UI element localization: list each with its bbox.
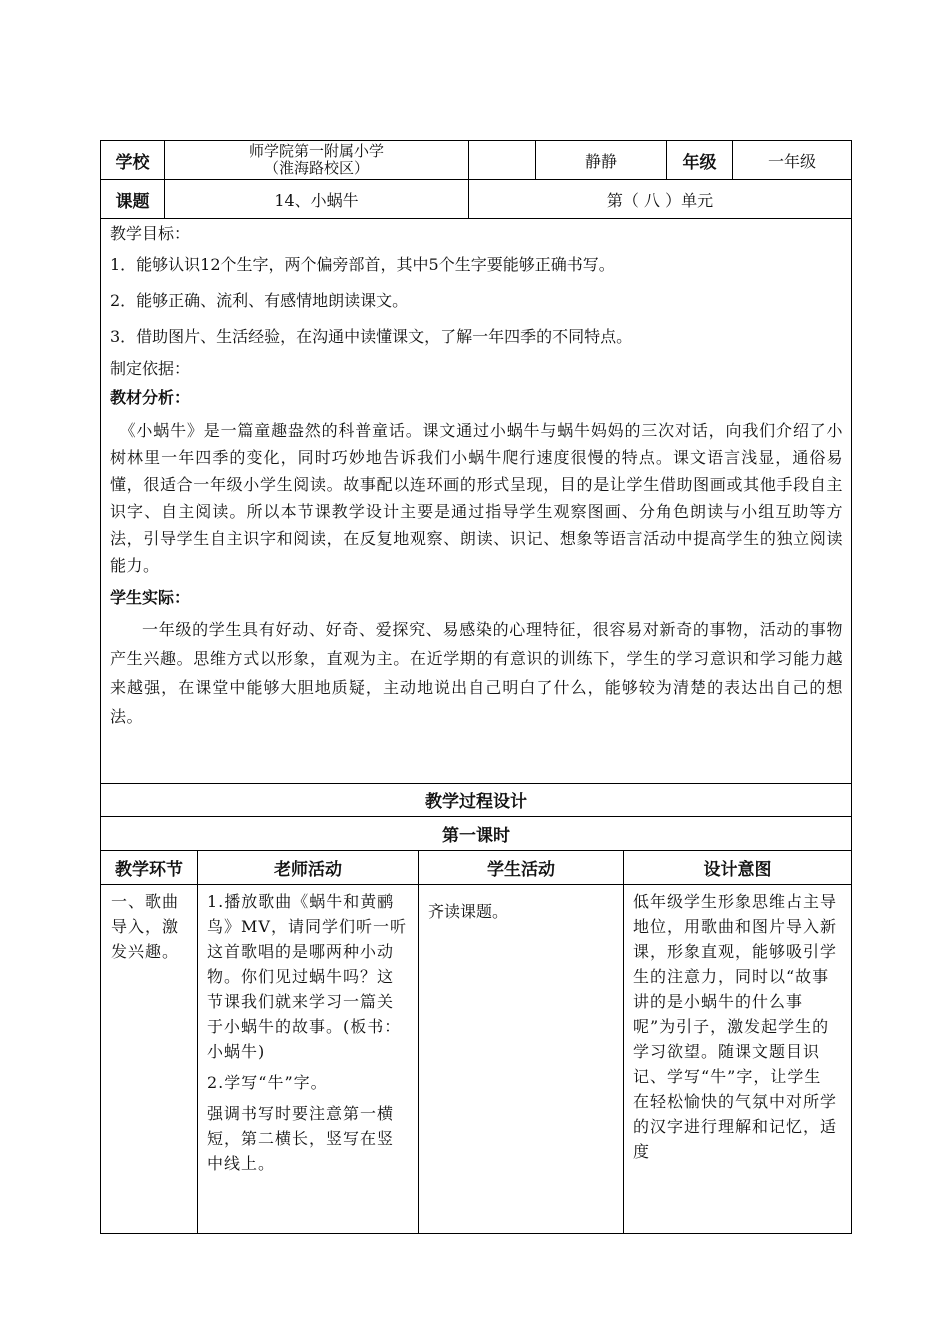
column-header-student: 学生活动 bbox=[419, 850, 624, 884]
process-table bbox=[100, 783, 852, 1234]
material-text: 《小蜗牛》是一篇童趣盎然的科普童话。课文通过小蜗牛与蜗牛妈妈的三次对话，向我们介绍了小树林里一年四季的变化，同时巧妙地告诉我们小蜗牛爬行速度很慢的特点。课文语言浅显，通俗易懂，很适合一年级小学生阅读。故事配以连环画的形式呈现，目的是让学生借助图画或其他手段自主识字、自主阅读。所以本节课教学设计主要是通过指导学生观察图画、分角色朗读与小组互助等方法，引导学生自主识字和阅读，在反复地观察、朗读、识记、想象等语言活动中提高学生的独立阅读能力。 bbox=[110, 421, 843, 575]
objectives-row bbox=[101, 219, 852, 784]
material-title: 教材分析： bbox=[110, 388, 191, 407]
student-text: 一年级的学生具有好动、好奇、爱探究、易感染的心理特征，很容易对新奇的事物，活动的事物产生兴趣。思维方式以形象，直观为主。在近学期的有意识的训练下，学生的学习意识和学习能力越来越强，在课堂中能够大胆地质疑，主动地说出自己明白了什么，能够较为清楚的表达出自己的想法。 bbox=[110, 620, 843, 726]
teacher-activity-3: 强调书写时要注意第一横短，第二横长，竖写在竖中线上。 bbox=[207, 1103, 395, 1173]
lesson-row bbox=[101, 816, 852, 850]
objectives-cell bbox=[101, 219, 852, 784]
lesson-plan-page bbox=[100, 140, 851, 1234]
school-name-line2: （淮海路校区） bbox=[263, 159, 369, 177]
process-title-row bbox=[101, 783, 852, 816]
header-row-topic bbox=[101, 180, 852, 219]
teacher-name: 静静 bbox=[536, 141, 667, 180]
topic-value: 14、小蜗牛 bbox=[165, 180, 469, 219]
student-title: 学生实际： bbox=[110, 588, 191, 607]
column-header-row bbox=[101, 850, 852, 884]
design-intent-cell: 低年级学生形象思维占主导地位，用歌曲和图片导入新课，形象直观，能够吸引学生的注意力，同时以“故事讲的是小蜗牛的什么事呢”为引子，激发起学生的学习欲望。随课文题目识记、学写“牛”字，让学生在轻松愉快的气氛中对所学的汉字进行理解和记忆，适度 bbox=[624, 884, 852, 1233]
basis-title: 制定依据： bbox=[110, 359, 191, 378]
student-activity-cell: 齐读课题。 bbox=[419, 884, 624, 1233]
column-header-intent: 设计意图 bbox=[624, 850, 852, 884]
school-name-line1: 师学院第一附属小学 bbox=[248, 142, 384, 160]
school-label: 学校 bbox=[101, 141, 165, 180]
header-table bbox=[100, 140, 852, 784]
process-title: 教学过程设计 bbox=[101, 783, 852, 816]
objective-item-2: 2．能够正确、流利、有感情地朗读课文。 bbox=[110, 291, 409, 310]
objective-item-1: 1．能够认识12个生字，两个偏旁部首，其中5个生字要能够正确书写。 bbox=[110, 255, 615, 274]
table-row bbox=[101, 884, 852, 1233]
stage-cell: 一、歌曲导入，激发兴趣。 bbox=[101, 884, 198, 1233]
objective-item-3: 3．借助图片、生活经验，在沟通中读懂课文，了解一年四季的不同特点。 bbox=[110, 327, 633, 346]
school-name bbox=[165, 141, 469, 180]
blank-cell bbox=[469, 141, 536, 180]
teacher-activity-1: 1.播放歌曲《蜗牛和黄鹂鸟》MV，请同学们听一听这首歌唱的是哪两种小动物。你们见过蜗牛吗？这节课我们就来学习一篇关于小蜗牛的故事。(板书：小蜗牛) bbox=[207, 891, 407, 1061]
teacher-activity-2: 2.学写“牛”字。 bbox=[207, 1072, 328, 1092]
topic-label: 课题 bbox=[101, 180, 165, 219]
header-row-school bbox=[101, 141, 852, 180]
column-header-stage: 教学环节 bbox=[101, 850, 198, 884]
teacher-activity-cell bbox=[198, 884, 419, 1233]
lesson-title: 第一课时 bbox=[101, 816, 852, 850]
unit-value: 第（ 八 ）单元 bbox=[469, 180, 852, 219]
grade-label: 年级 bbox=[667, 141, 733, 180]
grade-value: 一年级 bbox=[733, 141, 852, 180]
objectives-title: 教学目标： bbox=[110, 224, 191, 243]
column-header-teacher: 老师活动 bbox=[198, 850, 419, 884]
